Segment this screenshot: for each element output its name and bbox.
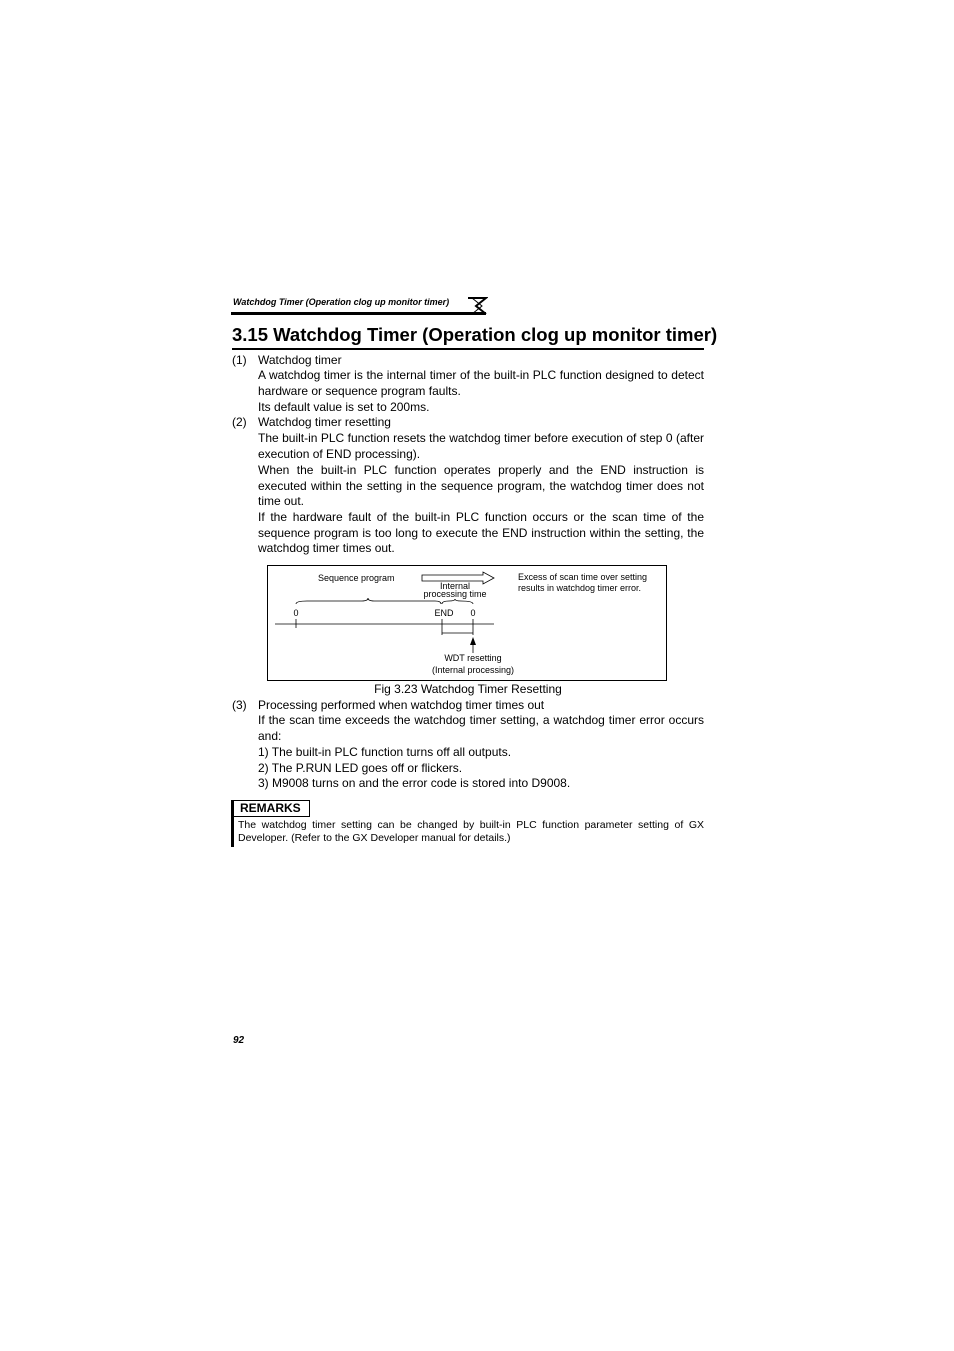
list-item: 2) The P.RUN LED goes off or flickers.: [258, 761, 463, 775]
label-excess-1: Excess of scan time over setting: [518, 572, 648, 582]
remarks-text: The watchdog timer setting can be changed by built-in PLC function parameter setting of GX Developer. (Refer to the GX Developer manual for details.): [238, 819, 704, 844]
label-internal-1: Internal: [439, 581, 471, 591]
section-title: 3.15 Watchdog Timer (Operation clog up monitor timer): [232, 324, 718, 345]
label-zero-right: 0: [470, 608, 476, 618]
paragraph: Its default value is set to 200ms.: [258, 400, 430, 414]
paragraph: The built-in PLC function resets the watchdog timer before execution of step 0 (after execution of END processing).: [258, 431, 704, 461]
list-item: 3) M9008 turns on and the error code is stored into D9008.: [258, 776, 571, 790]
label-zero-left: 0: [293, 608, 299, 618]
title-rule: [232, 348, 704, 350]
item-number: (1): [232, 353, 247, 367]
item-heading: Watchdog timer: [258, 353, 342, 367]
running-header: Watchdog Timer (Operation clog up monitor timer): [233, 297, 450, 307]
paragraph: When the built-in PLC function operates properly and the END instruction is executed within the setting in the sequence program, the watchdog timer does not time out.: [258, 463, 704, 509]
figure-caption: Fig 3.23 Watchdog Timer Resetting: [374, 682, 562, 696]
item-number: (2): [232, 415, 247, 429]
internal-brace: [442, 599, 473, 604]
item-heading: Watchdog timer resetting: [258, 415, 391, 429]
item-number: (3): [232, 698, 247, 712]
item-heading: Processing performed when watchdog timer times out: [258, 698, 545, 712]
label-wdt-2: (Internal processing): [431, 665, 515, 675]
label-excess-2: results in watchdog timer error.: [518, 583, 642, 593]
remarks-label: REMARKS: [231, 800, 310, 817]
paragraph: If the scan time exceeds the watchdog timer setting, a watchdog timer error occurs and:: [258, 713, 704, 743]
wdt-timing-diagram: [267, 565, 667, 681]
label-end: END: [434, 608, 454, 618]
page-number: 92: [233, 1035, 245, 1046]
sequence-brace: [296, 598, 441, 604]
list-item: 1) The built-in PLC function turns off all outputs.: [258, 745, 512, 759]
label-internal-2: processing time: [423, 589, 487, 599]
paragraph: If the hardware fault of the built-in PLC function occurs or the scan time of the sequence program is too long to execute the END instruction within the setting, the watchdog timer times out.: [258, 510, 704, 556]
arrow-up-icon: [470, 637, 476, 645]
chapter-tab-icon: [466, 296, 488, 316]
label-sequence-program: Sequence program: [318, 573, 395, 583]
label-wdt-1: WDT resetting: [444, 653, 502, 663]
paragraph: A watchdog timer is the internal timer of the built-in PLC function designed to detect hardware or sequence program faults.: [258, 368, 704, 398]
header-rule: [231, 312, 486, 315]
